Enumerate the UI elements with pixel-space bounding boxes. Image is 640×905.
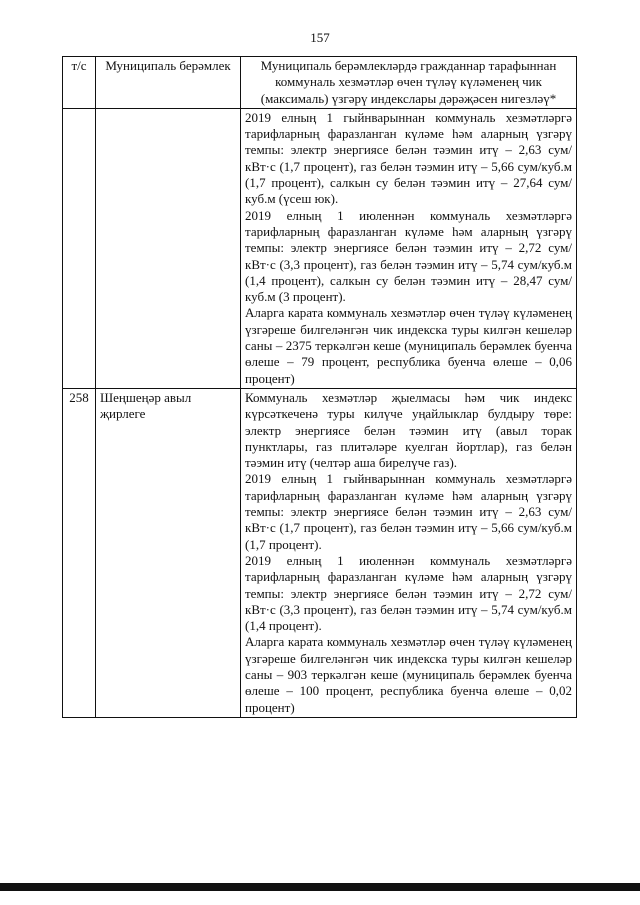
continuation-number-cell [63,108,96,388]
table-header-row [63,57,577,109]
row-justification-cell [241,388,577,717]
row-municipality-name: Шеңшеңәр авыл җирлеге [96,388,241,717]
scan-edge-bar [0,883,640,891]
continuation-name-cell [96,108,241,388]
continuation-text-cell [241,108,577,388]
row-number: 258 [63,388,96,717]
continuation-row [63,108,577,388]
paragraph: 2019 елның 1 июленнән коммуналь хезмәтләргә тарифларның фаразланган күләме һәм аларның үзгәрү темпы: электр энергиясе белән тәэмин итү – 2,72 сум/кВт·с (3,3 процент), газ белән тәэмин итү – 5,74 сум/куб.м (1,4 процент). [245,552,572,634]
paragraph: Коммуналь хезмәтләр җыелмасы һәм чик индекс күрсәткеченә туры килүче уңайлыклар булдыру төре: электр энергиясе белән тәэмин итү (авыл торак пунктлары, газ плитәләре куелган йортлар), газ белән тәэмин итү (челтәр аша бирелүче газ). [245,389,572,471]
header-justification: Муниципаль берәмлекләрдә гражданнар тарафыннан коммуналь хезмәтләр өчен түләү күләменең чик (максималь) үзгәрү индекслары дәрәҗәсен нигезләү* [241,57,577,109]
paragraph: Аларга карата коммуналь хезмәтләр өчен түләү күләменең үзгәреше билгеләнгән чик индекска туры килгән кешеләр саны – 903 теркәлгән кеше (муниципаль берәмлек буенча өлеше – 100 процент, республика буенча өлеше – 0,02 процент) [245,634,572,715]
paragraph: 2019 елның 1 июленнән коммуналь хезмәтләргә тарифларның фаразланган күләме һәм аларның үзгәрү темпы: электр энергиясе белән тәэмин итү – 2,72 сум/кВт·с (3,3 процент), газ белән тәэмин итү – 5,74 сум/куб.м (1,4 процент), салкын су белән тәэмин итү – 28,47 сум/куб.м (3 процент). [245,207,572,305]
paragraph: 2019 елның 1 гыйнварыннан коммуналь хезмәтләргә тарифларның фаразланган күләме һәм аларның үзгәрү темпы: электр энергиясе белән тәэмин итү – 2,63 сум/кВт·с (1,7 процент), газ белән тәэмин итү – 5,66 сум/куб.м (1,7 процент). [245,471,572,552]
header-number: т/с [63,57,96,109]
tariff-table [62,56,577,718]
header-municipality: Муниципаль берәмлек [96,57,241,109]
table-row [63,388,577,717]
page-number: 157 [310,30,330,45]
paragraph: 2019 елның 1 гыйнварыннан коммуналь хезмәтләргә тарифларның фаразланган күләме һәм аларның үзгәрү темпы: электр энергиясе белән тәэмин итү – 2,63 сум/кВт·с (1,7 процент), газ белән тәэмин итү – 5,66 сум/куб.м (1,7 процент), салкын су белән тәэмин итү – 27,64 сум/куб.м (үсеш юк). [245,109,572,207]
paragraph: Аларга карата коммуналь хезмәтләр өчен түләү күләменең үзгәреше билгеләнгән чик индекска туры килгән кешеләр саны – 2375 теркәлгән кеше (муниципаль берәмлек буенча өлеше – 79 процент, республика буенча өлеше – 0,06 процент) [245,305,572,386]
